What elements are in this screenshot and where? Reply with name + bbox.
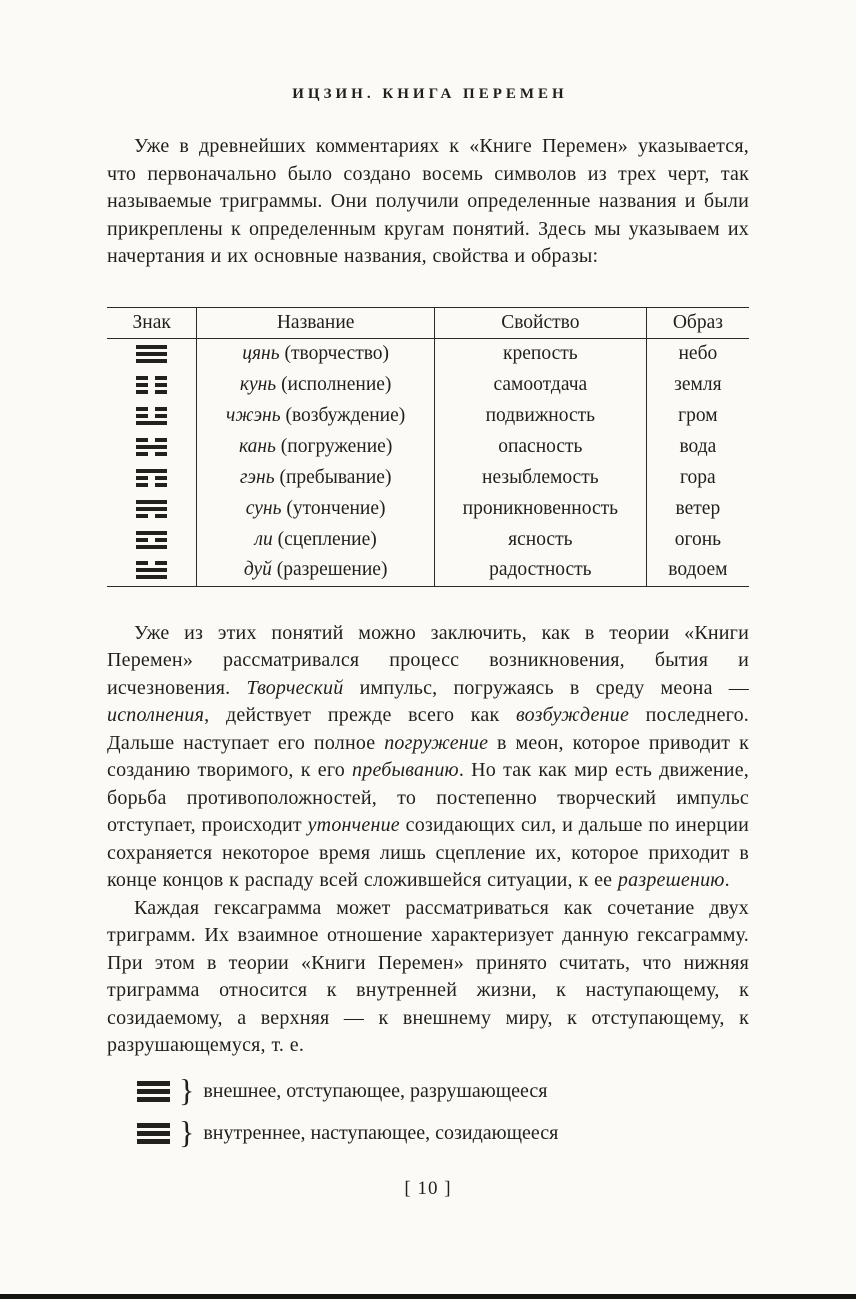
- trigram-image-cell: ветер: [646, 493, 749, 524]
- trigram-name-cell: дуй (разрешение): [197, 555, 435, 586]
- trigram-symbol: [136, 438, 167, 456]
- trigram-image-cell: земля: [646, 369, 749, 400]
- trigram-property-cell: ясность: [434, 524, 646, 555]
- trigram-row: [107, 400, 749, 431]
- trigram-image-cell: гром: [646, 400, 749, 431]
- trigram-row: [107, 493, 749, 524]
- trigram-sign-cell: [107, 524, 197, 555]
- trigram-row: [107, 338, 749, 369]
- trigram-symbol: [136, 376, 167, 394]
- hexagram-paragraph: Каждая гексаграмма может рассматриваться как сочетание двух триграмм. Их взаимное отношение характеризует данную гексаграмму. При этом в теории «Книги Перемен» принято считать, что нижняя триграмма относится к внутренней жизни, к наступающему, к созидаемому, а верхняя — к внешнему миру, к отступающему, к разрушающемуся, т. е.: [107, 896, 749, 1056]
- trigram-symbol: [136, 469, 167, 487]
- page-content: [107, 0, 749, 1200]
- trigram-row: [107, 555, 749, 586]
- header-row: [107, 307, 749, 338]
- trigram-image-cell: вода: [646, 431, 749, 462]
- trigram-property-cell: опасность: [434, 431, 646, 462]
- trigram-symbol: [137, 1123, 170, 1144]
- trigram-name-cell: цянь (творчество): [197, 338, 435, 369]
- legend-row-outer: [137, 1071, 749, 1108]
- theory-paragraph: Уже из этих понятий можно заключить, как в теории «Книги Перемен» рассматривался процесс возникновения, бытия и исчезновения. Творческий импульс, погружаясь в среду меона — исполнения, действует прежде всего как возбуждение последнего. Дальше наступает его полное погружение в меон, которое приводит к созданию творимого, к его пребыванию. Но так как мир есть движение, борьба противоположностей, то постепенно творческий импульс отступает, происходит утончение созидающих сил, и дальше по инерции сохраняется некоторое время лишь сцепление их, которое приходит в конце концов к распаду всей сложившейся ситуации, к ее разрешению.: [107, 621, 750, 891]
- trigram-symbol: [137, 1081, 170, 1102]
- trigram-sign-cell: [107, 493, 197, 524]
- trigram-image-cell: огонь: [646, 524, 749, 555]
- trigram-property-cell: незыблемость: [434, 462, 646, 493]
- trigram-name-cell: кунь (исполнение): [197, 369, 435, 400]
- curly-brace: }: [179, 1071, 195, 1108]
- trigram-sign-cell: [107, 369, 197, 400]
- legend-label-outer: внешнее, отступающее, разрушающееся: [203, 1080, 548, 1102]
- trigram-table: [107, 307, 749, 587]
- trigram-name-cell: ли (сцепление): [197, 524, 435, 555]
- column-header-property: Свойство: [434, 307, 646, 338]
- trigram-symbol: [136, 407, 167, 425]
- trigram-table-body: [107, 338, 749, 586]
- trigram-sign-cell: [107, 431, 197, 462]
- curly-brace: }: [179, 1113, 195, 1150]
- column-header-sign: Знак: [107, 307, 197, 338]
- hexagram-legend: [137, 1071, 749, 1150]
- trigram-sign-cell: [107, 338, 197, 369]
- trigram-row: [107, 524, 749, 555]
- trigram-sign-cell: [107, 462, 197, 493]
- page-bottom-edge-line: [0, 1294, 856, 1299]
- trigram-row: [107, 431, 749, 462]
- intro-paragraph: Уже в древнейших комментариях к «Книге Перемен» указывается, что первоначально было создано восемь символов из трех черт, так называемые триграммы. Они получили определенные названия и были прикреплены к определенным кругам понятий. Здесь мы указываем их начертания и их основные названия, свойства и образы:: [107, 135, 749, 267]
- trigram-image-cell: небо: [646, 338, 749, 369]
- trigram-row: [107, 462, 749, 493]
- trigram-row: [107, 369, 749, 400]
- trigram-sign-cell: [107, 555, 197, 586]
- trigram-property-cell: подвижность: [434, 400, 646, 431]
- column-header-name: Название: [197, 307, 435, 338]
- trigram-name-cell: сунь (утончение): [197, 493, 435, 524]
- trigram-image-cell: водоем: [646, 555, 749, 586]
- trigram-property-cell: проникновенность: [434, 493, 646, 524]
- trigram-property-cell: радостность: [434, 555, 646, 586]
- legend-label-inner: внутреннее, наступающее, созидающееся: [203, 1122, 559, 1144]
- legend-row-inner: [137, 1113, 749, 1150]
- column-header-image: Образ: [646, 307, 749, 338]
- trigram-symbol: [136, 345, 167, 363]
- trigram-symbol: [136, 500, 167, 518]
- trigram-sign-cell: [107, 400, 197, 431]
- trigram-name-cell: кань (погружение): [197, 431, 435, 462]
- trigram-property-cell: крепость: [434, 338, 646, 369]
- page-number: [ 10 ]: [404, 1177, 452, 1199]
- trigram-name-cell: гэнь (пребывание): [197, 462, 435, 493]
- trigram-symbol: [136, 561, 167, 579]
- trigram-image-cell: гора: [646, 462, 749, 493]
- trigram-table-header: [107, 307, 749, 338]
- trigram-name-cell: чжэнь (возбуждение): [197, 400, 435, 431]
- trigram-property-cell: самоотдача: [434, 369, 646, 400]
- running-head: ИЦЗИН. КНИГА ПЕРЕМЕН: [292, 86, 568, 102]
- trigram-symbol: [136, 531, 167, 549]
